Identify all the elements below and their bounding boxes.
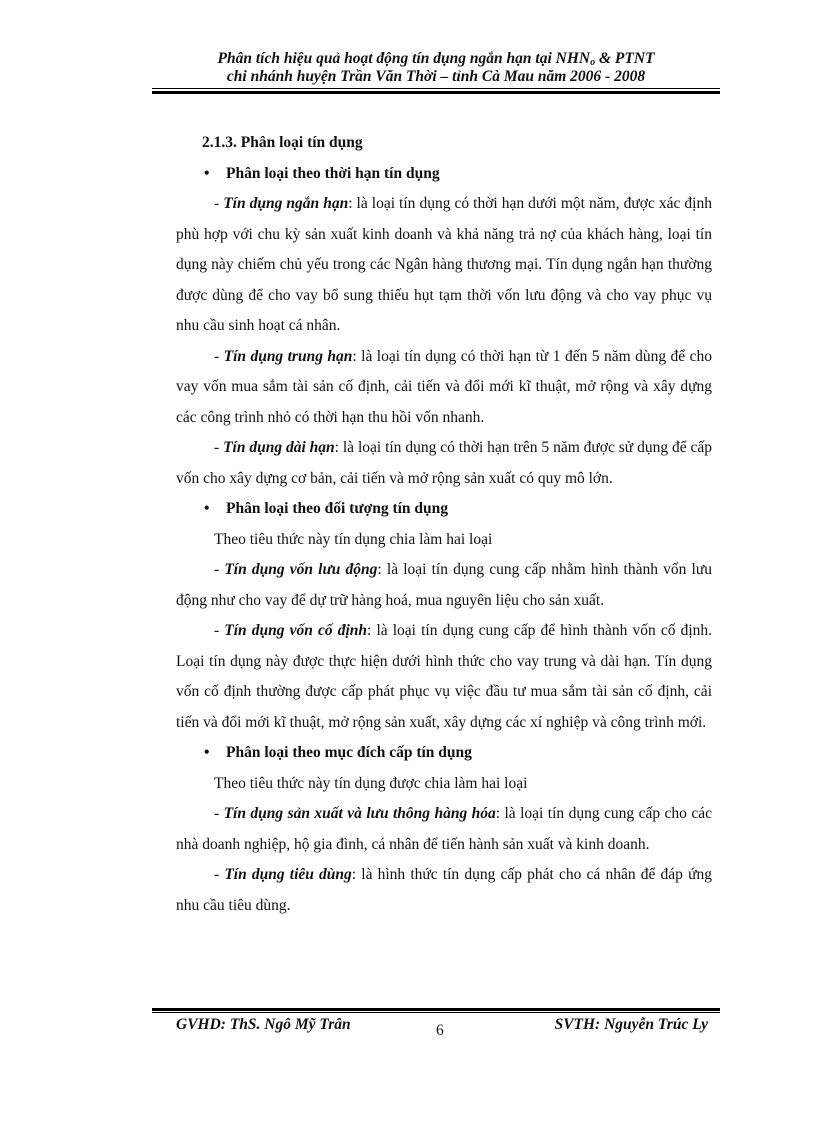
bullet-heading-object (176, 494, 712, 525)
term: Tín dụng tiêu dùng (224, 866, 352, 883)
term: Tín dụng dài hạn (223, 439, 335, 456)
paragraph-short-term: - Tín dụng ngắn hạn: là loại tín dụng có thời hạn dưới một năm, được xác định phù hợp với chu kỳ sản xuất kinh doanh và khả năng trả nợ của khách hàng, loại tín dụng này chiếm chủ yếu trong các Ngân hàng thương mại. Tín dụng ngắn hạn thường được dùng để cho vay bổ sung thiếu hụt tạm thời vốn lưu động và cho vay phục vụ nhu cầu sinh hoạt cá nhân. (176, 195, 712, 334)
definition: : là hình thức tín dụng cấp phát cho cá nhân để đáp ứng nhu cầu tiêu dùng. (176, 866, 712, 914)
footer-student: SVTH: Nguyễn Trúc Ly (554, 1016, 708, 1033)
page-body (176, 128, 712, 921)
bullet-icon: • (204, 164, 210, 182)
bullet-heading-label: Phân loại theo đối tượng tín dụng (226, 500, 449, 517)
section-heading: 2.1.3. Phân loại tín dụng (202, 134, 363, 151)
paragraph-long-term: - Tín dụng dài hạn: là loại tín dụng có thời hạn trên 5 năm được sử dụng để cấp vốn cho xây dựng cơ bản, cải tiến và mở rộng sản xuất có quy mô lớn. (176, 439, 713, 487)
paragraph-consumer-credit: - Tín dụng tiêu dùng: là hình thức tín dụng cấp phát cho cá nhân để đáp ứng nhu cầu tiêu dùng. (176, 866, 712, 914)
bullet-icon: • (204, 744, 210, 761)
bullet-heading-duration (176, 159, 712, 190)
footer-rule-thin (152, 1012, 720, 1013)
definition: : là loại tín dụng có thời hạn trên 5 năm được sử dụng để cấp vốn cho xây dựng cơ bản, cải tiến và mở rộng sản xuất có quy mô lớn. (176, 439, 713, 487)
bullet-heading-label: Phân loại theo thời hạn tín dụng (226, 164, 440, 182)
definition: : là loại tín dụng cung cấp nhằm hình thành vốn lưu động như cho vay để dự trữ hàng hoá, mua nguyên liệu cho sản xuất. (176, 561, 712, 609)
header-rule-thin (152, 88, 720, 89)
page-number: 6 (436, 1022, 444, 1039)
paragraph-fixed-capital: - Tín dụng vốn cố định: là loại tín dụng cung cấp để hình thành vốn cố định. Loại tín dụng này được thực hiện dưới hình thức cho vay trung và dài hạn. Tín dụng vốn cố định thường được cấp phát phục vụ việc đầu tư mua sắm tài sản cố định, cải tiến và đổi mới kĩ thuật, mở rộng sản xuất, xây dựng các xí nghiệp và công trình mới. (176, 622, 713, 731)
paragraph-intro: Theo tiêu thức này tín dụng được chia làm hai loại (214, 774, 528, 792)
header-subscript: o (590, 57, 596, 68)
definition: : là loại tín dụng cung cấp cho các nhà doanh nghiệp, hộ gia đình, cá nhân để tiến hành sản xuất và kinh doanh. (176, 805, 712, 853)
bullet-heading-label: Phân loại theo mục đích cấp tín dụng (226, 744, 472, 761)
header-title: Phân tích hiệu quả hoạt động tín dụng ngắn hạn tại NHN (217, 50, 591, 67)
header-title-tail: & PTNT (595, 50, 655, 67)
footer-rule-thick (152, 1008, 720, 1011)
bullet-icon: • (204, 500, 210, 517)
paragraph-working-capital: - Tín dụng vốn lưu động: là loại tín dụng cung cấp nhằm hình thành vốn lưu động như cho vay để dự trữ hàng hoá, mua nguyên liệu cho sản xuất. (176, 561, 712, 609)
bullet-heading-purpose (176, 738, 712, 769)
footer-supervisor: GVHD: ThS. Ngô Mỹ Trân (176, 1016, 351, 1033)
definition: : là loại tín dụng có thời hạn từ 1 đến 5 năm dùng để cho vay vốn mua sắm tài sản cố định, cải tiến và đổi mới kĩ thuật, mở rộng và xây dựng các công trình nhỏ có thời hạn thu hồi vốn nhanh. (176, 347, 712, 426)
paragraph-intro: Theo tiêu thức này tín dụng chia làm hai loại (214, 530, 493, 548)
term: Tín dụng vốn lưu động (224, 561, 378, 578)
term: Tín dụng ngắn hạn (223, 195, 349, 212)
term: Tín dụng trung hạn (223, 347, 353, 365)
definition: : là loại tín dụng có thời hạn dưới một năm, được xác định phù hợp với chu kỳ sản xuất kinh doanh và khả năng trả nợ của khách hàng, loại tín dụng này chiếm chủ yếu trong các Ngân hàng thương mại. Tín dụng ngắn hạn thường được dùng để cho vay bổ sung thiếu hụt tạm thời vốn lưu động và cho vay phục vụ nhu cầu sinh hoạt cá nhân. (176, 195, 712, 334)
paragraph-production-credit: - Tín dụng sản xuất và lưu thông hàng hóa: là loại tín dụng cung cấp cho các nhà doanh nghiệp, hộ gia đình, cá nhân để tiến hành sản xuất và kinh doanh. (176, 805, 712, 853)
term: Tín dụng vốn cố định (224, 622, 368, 639)
definition: : là loại tín dụng cung cấp để hình thành vốn cố định. Loại tín dụng này được thực hiện dưới hình thức cho vay trung và dài hạn. Tín dụng vốn cố định thường được cấp phát phục vụ việc đầu tư mua sắm tài sản cố định, cải tiến và đổi mới kĩ thuật, mở rộng sản xuất, xây dựng các xí nghiệp và công trình mới. (176, 622, 713, 731)
paragraph-medium-term: - Tín dụng trung hạn: là loại tín dụng có thời hạn từ 1 đến 5 năm dùng để cho vay vốn mua sắm tài sản cố định, cải tiến và đổi mới kĩ thuật, mở rộng và xây dựng các công trình nhỏ có thời hạn thu hồi vốn nhanh. (176, 347, 712, 426)
header-line-1 (152, 50, 720, 68)
page-header (152, 50, 720, 86)
header-rule-thick (152, 91, 720, 94)
term: Tín dụng sản xuất và lưu thông hàng hóa (223, 805, 496, 822)
header-line-2: chi nhánh huyện Trần Văn Thời – tỉnh Cà Mau năm 2006 - 2008 (226, 68, 646, 85)
